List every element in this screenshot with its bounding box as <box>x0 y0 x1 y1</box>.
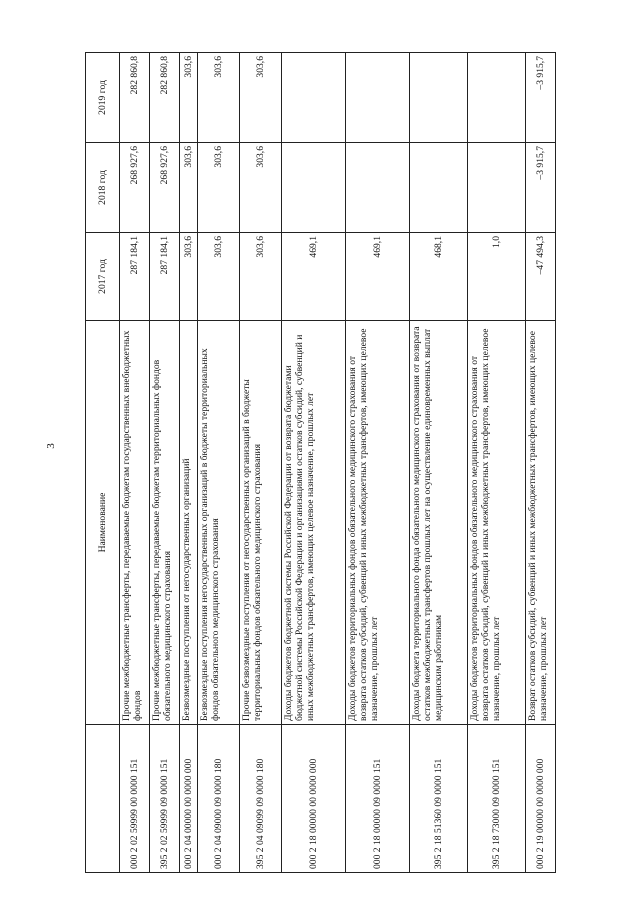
row-value-2017: –47 494,3 <box>526 233 556 321</box>
row-value-2019: –3 915,7 <box>526 53 556 143</box>
row-value-2018: 268 927,6 <box>120 143 150 233</box>
row-value-2019 <box>468 53 526 143</box>
row-value-2018: 303,6 <box>198 143 240 233</box>
table-row <box>468 53 526 873</box>
row-value-2018 <box>346 143 410 233</box>
column-header-name: Наименование <box>86 321 120 725</box>
row-value-2018: –3 915,7 <box>526 143 556 233</box>
row-code: 000 2 04 09000 09 0000 180 <box>198 725 240 873</box>
row-code: 395 2 02 59999 09 0000 151 <box>150 725 180 873</box>
row-name: Доходы бюджетов территориальных фондов обязательного медицинского страхования от возврата остатков субсидий, субвенций и иных межбюджетных трансфертов, имеющих целевое назначение, прошлых лет <box>468 321 526 725</box>
page-number: 3 <box>45 443 57 449</box>
row-value-2017: 303,6 <box>240 233 282 321</box>
row-name: Прочие безвозмездные поступления от негосударственных организаций в бюджеты территориальных фондов обязательного медицинского страхования <box>240 321 282 725</box>
row-value-2017: 469,1 <box>282 233 346 321</box>
row-code: 395 2 04 09099 09 0000 180 <box>240 725 282 873</box>
table-row <box>120 53 150 873</box>
table-row <box>526 53 556 873</box>
row-value-2019: 303,6 <box>180 53 198 143</box>
column-header-2017: 2017 год <box>86 233 120 321</box>
row-code: 000 2 02 59999 00 0000 151 <box>120 725 150 873</box>
column-header-2019: 2019 год <box>86 53 120 143</box>
row-code: 000 2 18 00000 09 0000 151 <box>346 725 410 873</box>
row-value-2017: 287 184,1 <box>150 233 180 321</box>
row-value-2018 <box>468 143 526 233</box>
table-row <box>180 53 198 873</box>
table-row <box>282 53 346 873</box>
row-name: Доходы бюджетов территориальных фондов обязательного медицинского страхования от возврата остатков субсидий, субвенций и иных межбюджетных трансфертов, имеющих целевое назначение, прошлых лет <box>346 321 410 725</box>
row-code: 000 2 18 00000 00 0000 000 <box>282 725 346 873</box>
row-value-2017: 468,1 <box>410 233 468 321</box>
table-row <box>410 53 468 873</box>
row-value-2018: 303,6 <box>180 143 198 233</box>
row-code: 000 2 04 00000 00 0000 000 <box>180 725 198 873</box>
budget-table <box>85 52 556 873</box>
row-value-2019: 282 860,8 <box>120 53 150 143</box>
row-value-2017: 303,6 <box>198 233 240 321</box>
row-name: Прочие межбюджетные трансферты, передаваемые бюджетам государственных внебюджетных фондов <box>120 321 150 725</box>
row-code: 395 2 18 51360 09 0000 151 <box>410 725 468 873</box>
row-code: 000 2 19 00000 00 0000 000 <box>526 725 556 873</box>
row-value-2019: 282 860,8 <box>150 53 180 143</box>
rotated-table-container <box>85 53 555 873</box>
row-value-2019 <box>410 53 468 143</box>
row-name: Прочие межбюджетные трансферты, передаваемые бюджетам территориальных фондов обязательного медицинского страхования <box>150 321 180 725</box>
row-value-2017: 469,1 <box>346 233 410 321</box>
row-value-2018 <box>410 143 468 233</box>
row-name: Возврат остатков субсидий, субвенций и иных межбюджетных трансфертов, имеющих целевое назначение, прошлых лет <box>526 321 556 725</box>
table-header-row <box>86 53 120 873</box>
row-name: Доходы бюджета территориального фонда обязательного медицинского страхования от возврата остатков межбюджетных трансфертов прошлых лет на осуществление единовременных выплат медицинским работникам <box>410 321 468 725</box>
table-row <box>240 53 282 873</box>
row-value-2019: 303,6 <box>198 53 240 143</box>
row-value-2017: 1,0 <box>468 233 526 321</box>
row-value-2018: 268 927,6 <box>150 143 180 233</box>
row-value-2018 <box>282 143 346 233</box>
table-row <box>198 53 240 873</box>
table-row <box>150 53 180 873</box>
row-name: Безвозмездные поступления от негосударственных организаций <box>180 321 198 725</box>
row-value-2019: 303,6 <box>240 53 282 143</box>
row-value-2017: 303,6 <box>180 233 198 321</box>
row-name: Безвозмездные поступления негосударственных организаций в бюджеты территориальных фондов обязательного медицинского страхования <box>198 321 240 725</box>
row-name: Доходы бюджетов бюджетной системы Российской Федерации от возврата бюджетами бюджетной системы Российской Федерации и организациями остатков субсидий, субвенций и иных межбюджетных трансфертов, имеющих целевое назначение, прошлых лет <box>282 321 346 725</box>
column-header-code <box>86 725 120 873</box>
row-value-2018: 303,6 <box>240 143 282 233</box>
table-row <box>346 53 410 873</box>
row-value-2017: 287 184,1 <box>120 233 150 321</box>
row-code: 395 2 18 73000 09 0000 151 <box>468 725 526 873</box>
row-value-2019 <box>346 53 410 143</box>
row-value-2019 <box>282 53 346 143</box>
column-header-2018: 2018 год <box>86 143 120 233</box>
